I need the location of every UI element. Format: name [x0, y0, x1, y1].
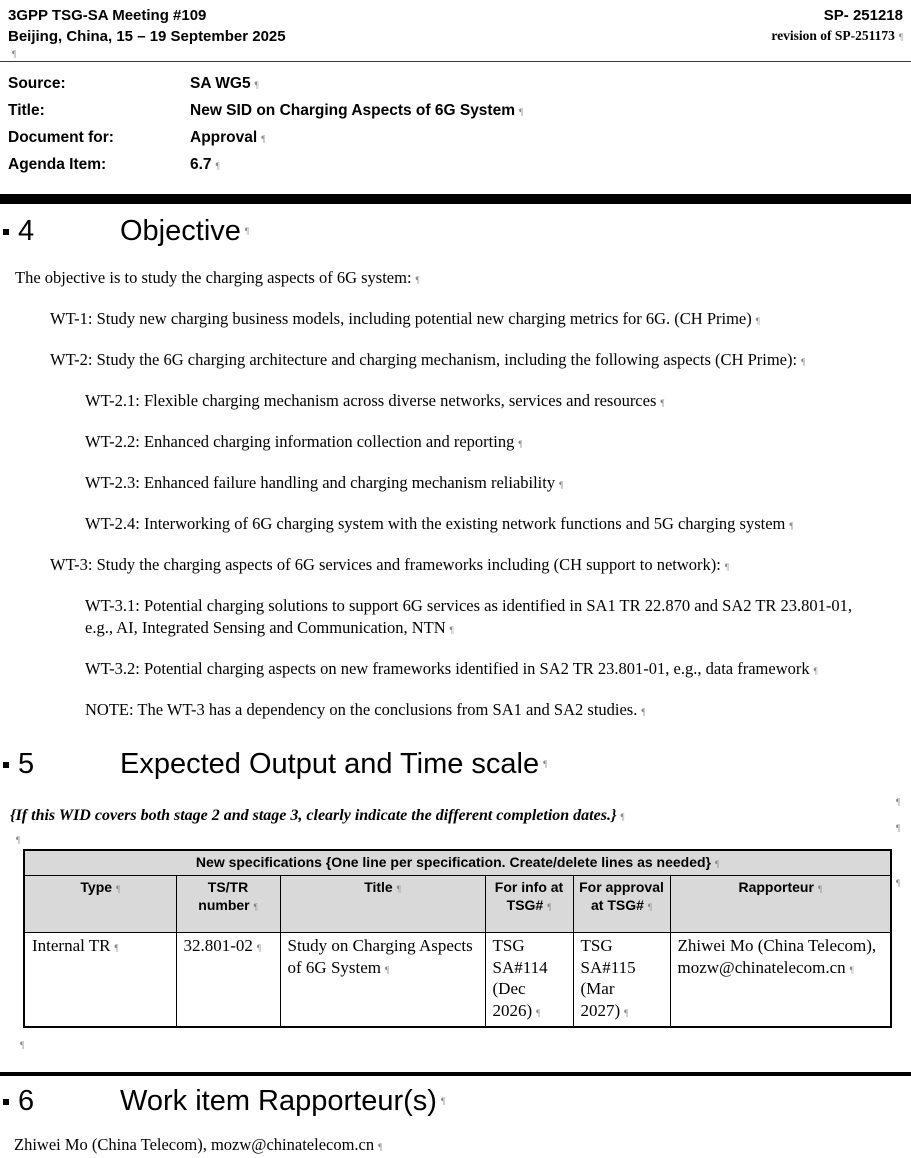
heading-bullet-icon [3, 1099, 9, 1105]
info-row-source [8, 71, 903, 98]
info-value: SA WG5 [190, 75, 251, 92]
meeting-location-date: Beijing, China, 15 – 19 September 2025 [8, 28, 286, 45]
cell-for-approval: TSG SA#115 (Mar 2027) ¶ [573, 933, 670, 1028]
paragraph-mark: ¶ [755, 316, 760, 326]
paragraph-mark: ¶ [641, 707, 646, 717]
paragraph-mark: ¶ [724, 562, 729, 572]
paragraph-mark: ¶ [789, 521, 794, 531]
paragraph-mark: ¶ [559, 480, 564, 490]
paragraph-mark: ¶ [620, 812, 625, 822]
info-row-document-for [8, 125, 903, 152]
paragraph-mark: ¶ [801, 357, 806, 367]
document-number: SP- 251218 [823, 7, 903, 24]
objective-wt-1: WT-1: Study new charging business models, including potential new charging metrics for 6G. (CH Prime) ¶ [50, 309, 760, 328]
objective-wt-2-4: WT-2.4: Interworking of 6G charging system with the existing network functions and 5G charging system ¶ [85, 514, 794, 533]
section-divider-line [0, 1072, 911, 1076]
paragraph-mark: ¶ [813, 666, 818, 676]
cell-mark: ¶ [624, 1007, 629, 1018]
paragraph-mark-line [0, 47, 911, 60]
section-4-heading [0, 215, 911, 248]
cell-mark: ¶ [647, 902, 652, 912]
info-value: Approval [190, 129, 258, 146]
revision-note: revision of SP-251173 ¶ [771, 28, 903, 43]
column-header-for-approval: For approval at TSG# ¶ [573, 876, 670, 933]
template-guidance-note: {If this WID covers both stage 2 and stage 3, clearly indicate the different completion dates.} ¶ [10, 807, 625, 824]
cell-mark: ¶ [536, 1007, 541, 1018]
paragraph-mark: ¶ [898, 32, 903, 42]
section-title: Work item Rapporteur(s) [120, 1085, 437, 1117]
paragraph-mark-line [0, 833, 911, 846]
info-value: 6.7 [190, 156, 212, 173]
cell-mark: ¶ [253, 902, 258, 912]
section-title: Expected Output and Time scale [120, 748, 540, 780]
cell-title: Study on Charging Aspects of 6G System ¶ [280, 933, 485, 1028]
masthead [0, 0, 911, 47]
cell-type: Internal TR ¶ [24, 933, 176, 1028]
cell-mark: ¶ [256, 943, 261, 953]
paragraph-mark: ¶ [896, 823, 901, 833]
column-header-title: Title ¶ [280, 876, 485, 933]
paragraph-mark: ¶ [896, 797, 901, 807]
column-header-type: Type ¶ [24, 876, 176, 933]
rapporteur-contact: Zhiwei Mo (China Telecom), mozw@chinatelecom.cn ¶ [14, 1135, 383, 1154]
paragraph-mark: ¶ [896, 878, 901, 888]
paragraph-mark: ¶ [215, 161, 220, 171]
paragraph-mark: ¶ [20, 1040, 25, 1050]
table-header-row [24, 876, 891, 933]
new-specifications-table [23, 849, 892, 1028]
objective-wt-2-2: WT-2.2: Enhanced charging information collection and reporting ¶ [85, 432, 523, 451]
info-row-agenda-item [8, 152, 903, 179]
objective-wt-3-2: WT-3.2: Potential charging aspects on new frameworks identified in SA2 TR 23.801-01, e.g., data framework ¶ [85, 659, 818, 678]
table-caption: New specifications {One line per specification. Create/delete lines as needed} ¶ [24, 850, 891, 876]
section-number: 6 [18, 1085, 35, 1117]
cell-mark: ¶ [396, 884, 401, 894]
paragraph-mark: ¶ [518, 439, 523, 449]
cell-rapporteur: Zhiwei Mo (China Telecom), mozw@chinatelecom.cn ¶ [670, 933, 891, 1028]
objective-wt-2-1: WT-2.1: Flexible charging mechanism across diverse networks, services and resources ¶ [85, 391, 665, 410]
info-label: Document for: [8, 129, 114, 146]
objective-wt-3-1: WT-3.1: Potential charging solutions to support 6G services as identified in SA1 TR 22.870 and SA2 TR 23.801-01, e.g., AI, Integrated Sensing and Communication, NTN ¶ [85, 596, 853, 637]
masthead-right [771, 5, 903, 47]
section-5-heading [0, 748, 911, 781]
info-label: Title: [8, 102, 45, 119]
cell-mark: ¶ [849, 964, 854, 975]
paragraph-mark: ¶ [519, 107, 524, 117]
paragraph-mark: ¶ [12, 49, 17, 59]
column-header-for-info: For info at TSG# ¶ [485, 876, 573, 933]
paragraph-mark: ¶ [16, 835, 21, 845]
table-caption-row [24, 850, 891, 876]
paragraph-mark: ¶ [715, 859, 720, 869]
paragraph-mark: ¶ [261, 134, 266, 144]
section-6-heading [0, 1085, 911, 1118]
paragraph-mark: ¶ [244, 226, 249, 236]
cell-mark: ¶ [114, 943, 119, 953]
objective-intro: The objective is to study the charging aspects of 6G system: ¶ [15, 268, 420, 287]
objective-wt-2-3: WT-2.3: Enhanced failure handling and charging mechanism reliability ¶ [85, 473, 564, 492]
section-divider-bar [0, 194, 911, 204]
info-label: Agenda Item: [8, 156, 107, 173]
meeting-title: 3GPP TSG-SA Meeting #109 [8, 7, 207, 24]
document-info [0, 62, 911, 185]
info-row-title [8, 98, 903, 125]
heading-bullet-icon [3, 229, 9, 235]
section-number: 4 [18, 215, 35, 247]
cell-for-info: TSG SA#114 (Dec 2026) ¶ [485, 933, 573, 1028]
paragraph-mark: ¶ [449, 625, 454, 635]
objective-note: NOTE: The WT-3 has a dependency on the conclusions from SA1 and SA2 studies. ¶ [85, 700, 646, 719]
cell-mark: ¶ [817, 884, 823, 894]
paragraph-mark: ¶ [543, 759, 548, 769]
paragraph-mark: ¶ [378, 1142, 383, 1152]
paragraph-mark: ¶ [254, 80, 259, 90]
info-value: New SID on Charging Aspects of 6G System [190, 102, 515, 119]
cell-mark: ¶ [385, 964, 390, 975]
objective-wt-2: WT-2: Study the 6G charging architecture and charging mechanism, including the following aspects (CH Prime): ¶ [50, 350, 806, 369]
paragraph-mark: ¶ [660, 398, 665, 408]
cell-mark: ¶ [547, 902, 552, 912]
column-header-ts-tr-number: TS/TR number ¶ [176, 876, 280, 933]
objective-wt-3: WT-3: Study the charging aspects of 6G services and frameworks including (CH support to network): ¶ [50, 555, 729, 574]
table-row [24, 933, 891, 1028]
column-header-rapporteur: Rapporteur ¶ [670, 876, 891, 933]
cell-mark: ¶ [116, 884, 121, 894]
info-label: Source: [8, 75, 66, 92]
section-title: Objective [120, 215, 241, 247]
cell-ts-tr-number: 32.801-02 ¶ [176, 933, 280, 1028]
section-number: 5 [18, 748, 35, 780]
paragraph-mark: ¶ [415, 275, 420, 285]
paragraph-mark-line [0, 1038, 911, 1051]
masthead-left [8, 5, 286, 47]
heading-bullet-icon [3, 762, 9, 768]
paragraph-mark: ¶ [440, 1096, 446, 1106]
